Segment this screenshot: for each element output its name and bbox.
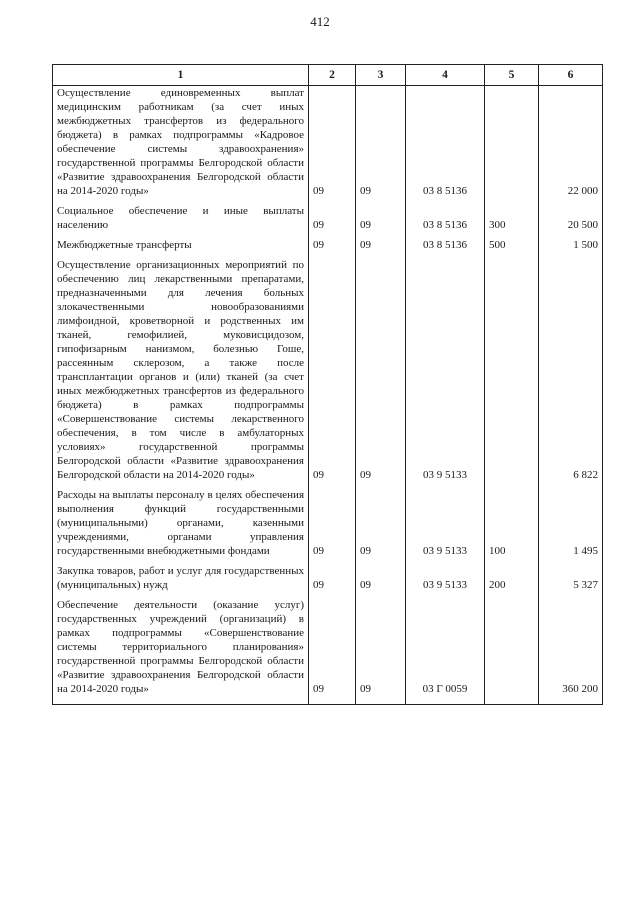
row-section: 09: [309, 592, 356, 696]
row-amount: 22 000: [539, 86, 603, 199]
row-description: Расходы на выплаты персоналу в целях обеспечения выполнения функций государственными (муниципальными) органами, казенными учреждениями, органами управления государственными внебюджетными фондами: [53, 482, 309, 558]
row-expense-type: [485, 86, 539, 199]
row-expense-type: 300: [485, 198, 539, 232]
row-subsection: 09: [356, 592, 406, 696]
header-col-6: 6: [539, 65, 603, 86]
row-section: 09: [309, 558, 356, 592]
row-subsection: 09: [356, 198, 406, 232]
row-subsection: 09: [356, 558, 406, 592]
header-col-2: 2: [309, 65, 356, 86]
row-amount: 6 822: [539, 252, 603, 482]
row-description: Осуществление единовременных выплат медицинским работникам (за счет иных межбюджетных трансфертов из федерального бюджета) в рамках подпрограммы «Кадровое обеспечение системы здравоохранения» государственной программы Белгородской области «Развитие здравоохранения Белгородской области на 2014-2020 годы»: [53, 86, 309, 199]
row-description: Обеспечение деятельности (оказание услуг) государственных учреждений (организаций) в рамках подпрограммы «Совершенствование системы территориального планирования» государственной программы Белгородской области «Развитие здравоохранения Белгородской области на 2014-2020 годы»: [53, 592, 309, 696]
row-expense-type: 500: [485, 232, 539, 252]
row-expense-type: 200: [485, 558, 539, 592]
row-section: 09: [309, 198, 356, 232]
header-col-5: 5: [485, 65, 539, 86]
header-row: [53, 65, 603, 86]
header-col-3: 3: [356, 65, 406, 86]
table-row: [53, 232, 603, 252]
header-col-4: 4: [406, 65, 485, 86]
page-number: 412: [310, 14, 330, 29]
row-section: 09: [309, 86, 356, 199]
row-target-code: 03 9 5133: [406, 252, 485, 482]
row-amount: 5 327: [539, 558, 603, 592]
row-target-code: 03 9 5133: [406, 558, 485, 592]
row-subsection: 09: [356, 86, 406, 199]
row-expense-type: 100: [485, 482, 539, 558]
row-target-code: 03 8 5136: [406, 198, 485, 232]
row-target-code: 03 8 5136: [406, 232, 485, 252]
row-section: 09: [309, 252, 356, 482]
table-row: [53, 198, 603, 232]
row-amount: 360 200: [539, 592, 603, 696]
row-subsection: 09: [356, 232, 406, 252]
row-target-code: 03 9 5133: [406, 482, 485, 558]
row-expense-type: [485, 252, 539, 482]
row-description: Закупка товаров, работ и услуг для государственных (муниципальных) нужд: [53, 558, 309, 592]
row-description: Социальное обеспечение и иные выплаты населению: [53, 198, 309, 232]
row-subsection: 09: [356, 252, 406, 482]
row-amount: 1 500: [539, 232, 603, 252]
row-expense-type: [485, 592, 539, 696]
row-amount: 20 500: [539, 198, 603, 232]
header-col-1: 1: [53, 65, 309, 86]
row-description: Осуществление организационных мероприятий по обеспечению лиц лекарственными препаратами, предназначенными для лечения больных злокачественными новообразованиями лимфоидной, кроветворной и родственных им тканей, гемофилией, муковисцидозом, гипофизарным нанизмом, болезнью Гоше, рассеянным склерозом, а также после трансплантации органов и (или) тканей (за счет иных межбюджетных трансфертов из федерального бюджета) в рамках подпрограммы «Совершенствование системы лекарственного обеспечения, в том числе в амбулаторных условиях» государственной программы Белгородской области «Развитие здравоохранения Белгородской области на 2014-2020 годы»: [53, 252, 309, 482]
row-target-code: 03 8 5136: [406, 86, 485, 199]
table-row: [53, 558, 603, 592]
row-target-code: 03 Г 0059: [406, 592, 485, 696]
row-subsection: 09: [356, 482, 406, 558]
row-section: 09: [309, 232, 356, 252]
table-bottom-edge: [53, 696, 603, 705]
table-row: [53, 592, 603, 696]
row-description: Межбюджетные трансферты: [53, 232, 309, 252]
row-section: 09: [309, 482, 356, 558]
budget-table: [52, 64, 603, 705]
row-amount: 1 495: [539, 482, 603, 558]
table-row: [53, 86, 603, 199]
table-row: [53, 252, 603, 482]
table-row: [53, 482, 603, 558]
